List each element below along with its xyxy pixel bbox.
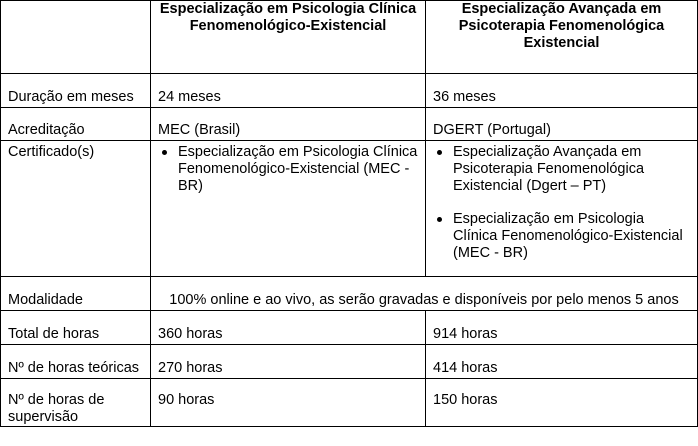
row-label: Total de horas <box>1 311 151 345</box>
bullet-icon <box>437 217 442 222</box>
cell-course-1: 270 horas <box>151 345 426 379</box>
table-row-horas-teoricas <box>1 345 698 379</box>
table-row-total-horas <box>1 311 698 345</box>
row-label: Nº de horas teóricas <box>1 345 151 379</box>
row-label: Duração em meses <box>1 74 151 108</box>
table-row-horas-supervisao <box>1 379 698 427</box>
certificate-list <box>158 144 418 195</box>
list-item: Especialização Avançada em Psicoterapia Fenomenológica Existencial (Dgert – PT) <box>433 144 690 195</box>
table-row-certificados <box>1 141 698 277</box>
table-row-modalidade <box>1 277 698 311</box>
table-row-acreditacao <box>1 108 698 141</box>
list-item: Especialização em Psicologia Clínica Fenomenológico-Existencial (MEC - BR) <box>158 144 418 195</box>
cell-course-2: 914 horas <box>426 311 698 345</box>
row-label: Modalidade <box>1 277 151 311</box>
cell-merged: 100% online e ao vivo, as serão gravadas e disponíveis por pelo menos 5 anos <box>151 277 698 311</box>
table-row-duracao <box>1 74 698 108</box>
cell-course-1: MEC (Brasil) <box>151 108 426 141</box>
bullet-icon <box>437 150 442 155</box>
cell-course-1: 90 horas <box>151 379 426 427</box>
bullet-icon <box>162 150 167 155</box>
row-label: Nº de horas de supervisão <box>1 379 151 427</box>
row-label: Certificado(s) <box>1 141 151 277</box>
cell-course-2: 36 meses <box>426 74 698 108</box>
cell-course-1: 24 meses <box>151 74 426 108</box>
header-course-2: Especialização Avançada em Psicoterapia Fenomenológica Existencial <box>426 1 698 74</box>
cell-course-1 <box>151 141 426 277</box>
header-empty-cell <box>1 1 151 74</box>
cell-course-2: DGERT (Portugal) <box>426 108 698 141</box>
cell-course-2: 150 horas <box>426 379 698 427</box>
header-row <box>1 1 698 74</box>
row-label: Acreditação <box>1 108 151 141</box>
certificate-list <box>433 144 690 262</box>
cell-course-1: 360 horas <box>151 311 426 345</box>
cell-course-2 <box>426 141 698 277</box>
header-course-1: Especialização em Psicologia Clínica Fenomenológico-Existencial <box>151 1 426 74</box>
cell-course-2: 414 horas <box>426 345 698 379</box>
list-item: Especialização em Psicologia Clínica Fenomenológico-Existencial (MEC - BR) <box>433 211 690 262</box>
